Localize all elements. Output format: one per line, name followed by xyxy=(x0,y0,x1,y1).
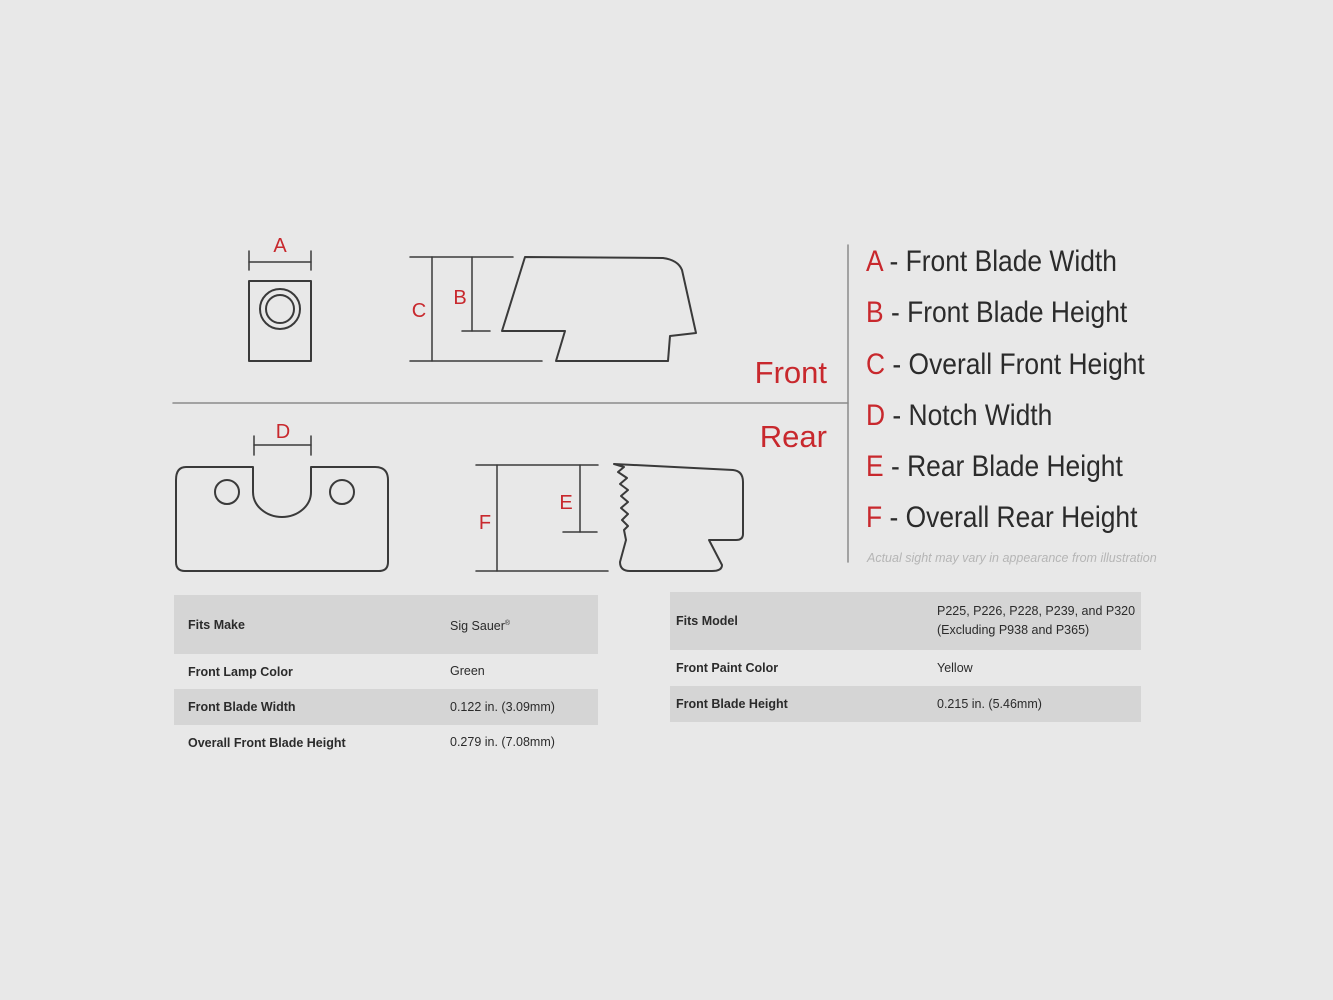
spec-value: 0.122 in. (3.09mm) xyxy=(450,699,555,714)
dimension-legend xyxy=(866,240,1206,548)
legend-item-e: E - Rear Blade Height xyxy=(866,450,1123,484)
table-row xyxy=(670,650,1141,686)
rear-sight-side-view xyxy=(614,464,743,571)
dimension-c-line xyxy=(410,257,542,361)
legend-text: Overall Rear Height xyxy=(905,501,1138,535)
registered-mark: ® xyxy=(504,619,511,627)
legend-text: Overall Front Height xyxy=(908,347,1145,381)
spec-label: Front Blade Height xyxy=(676,697,788,711)
table-row xyxy=(174,725,598,760)
spec-label: Fits Model xyxy=(676,614,738,628)
legend-letter: B xyxy=(866,296,884,330)
label-b: B xyxy=(453,287,467,309)
legend-item-f: F - Overall Rear Height xyxy=(866,501,1138,535)
table-row xyxy=(670,592,1141,650)
legend-text: Front Blade Width xyxy=(905,245,1117,278)
table-row xyxy=(670,686,1141,722)
front-sight-end-view xyxy=(249,281,311,361)
legend-letter: A xyxy=(866,245,883,278)
legend-item-a: A - Front Blade Width xyxy=(866,245,1117,278)
illustration-disclaimer: Actual sight may vary in appearance from illustration xyxy=(867,551,1157,565)
spec-value: 0.215 in. (5.46mm) xyxy=(937,696,1042,711)
legend-text: Front Blade Height xyxy=(907,296,1128,330)
table-row xyxy=(174,595,598,654)
dimension-b-line xyxy=(432,257,513,331)
table-row xyxy=(174,654,598,689)
label-a: A xyxy=(273,235,287,257)
legend-letter: C xyxy=(866,347,886,381)
legend-item-c: C - Overall Front Height xyxy=(866,347,1145,381)
spec-value: Green xyxy=(450,664,485,678)
legend-letter: D xyxy=(866,398,886,432)
spec-value: Yellow xyxy=(937,660,973,675)
spec-table-right xyxy=(670,592,1141,722)
spec-value: Sig Sauer® xyxy=(450,618,511,633)
spec-table-left xyxy=(174,595,598,760)
label-c: C xyxy=(411,300,427,322)
label-f: F xyxy=(478,512,492,534)
front-sight-side-view xyxy=(502,257,696,361)
front-section-label: Front xyxy=(754,355,827,390)
spec-label: Front Blade Width xyxy=(188,700,296,714)
rear-section-label: Rear xyxy=(759,419,827,454)
legend-text: Rear Blade Height xyxy=(907,450,1123,484)
spec-value: 0.279 in. (7.08mm) xyxy=(450,735,555,749)
dimension-f-line xyxy=(476,465,608,571)
legend-letter: F xyxy=(866,501,883,535)
spec-value: P225, P226, P228, P239, and P320 (Excluding P938 and P365) xyxy=(937,604,1136,637)
table-row xyxy=(174,689,598,725)
spec-label: Front Paint Color xyxy=(676,661,779,675)
spec-label: Front Lamp Color xyxy=(188,664,293,679)
rear-sight-end-view xyxy=(176,467,388,571)
spec-label: Overall Front Blade Height xyxy=(188,735,346,750)
label-d: D xyxy=(275,421,291,443)
legend-item-b: B - Front Blade Height xyxy=(866,296,1128,330)
spec-label: Fits Make xyxy=(188,617,245,632)
legend-item-d: D - Notch Width xyxy=(866,398,1053,432)
legend-text: Notch Width xyxy=(908,398,1053,432)
legend-letter: E xyxy=(866,450,884,484)
label-e: E xyxy=(559,492,573,514)
